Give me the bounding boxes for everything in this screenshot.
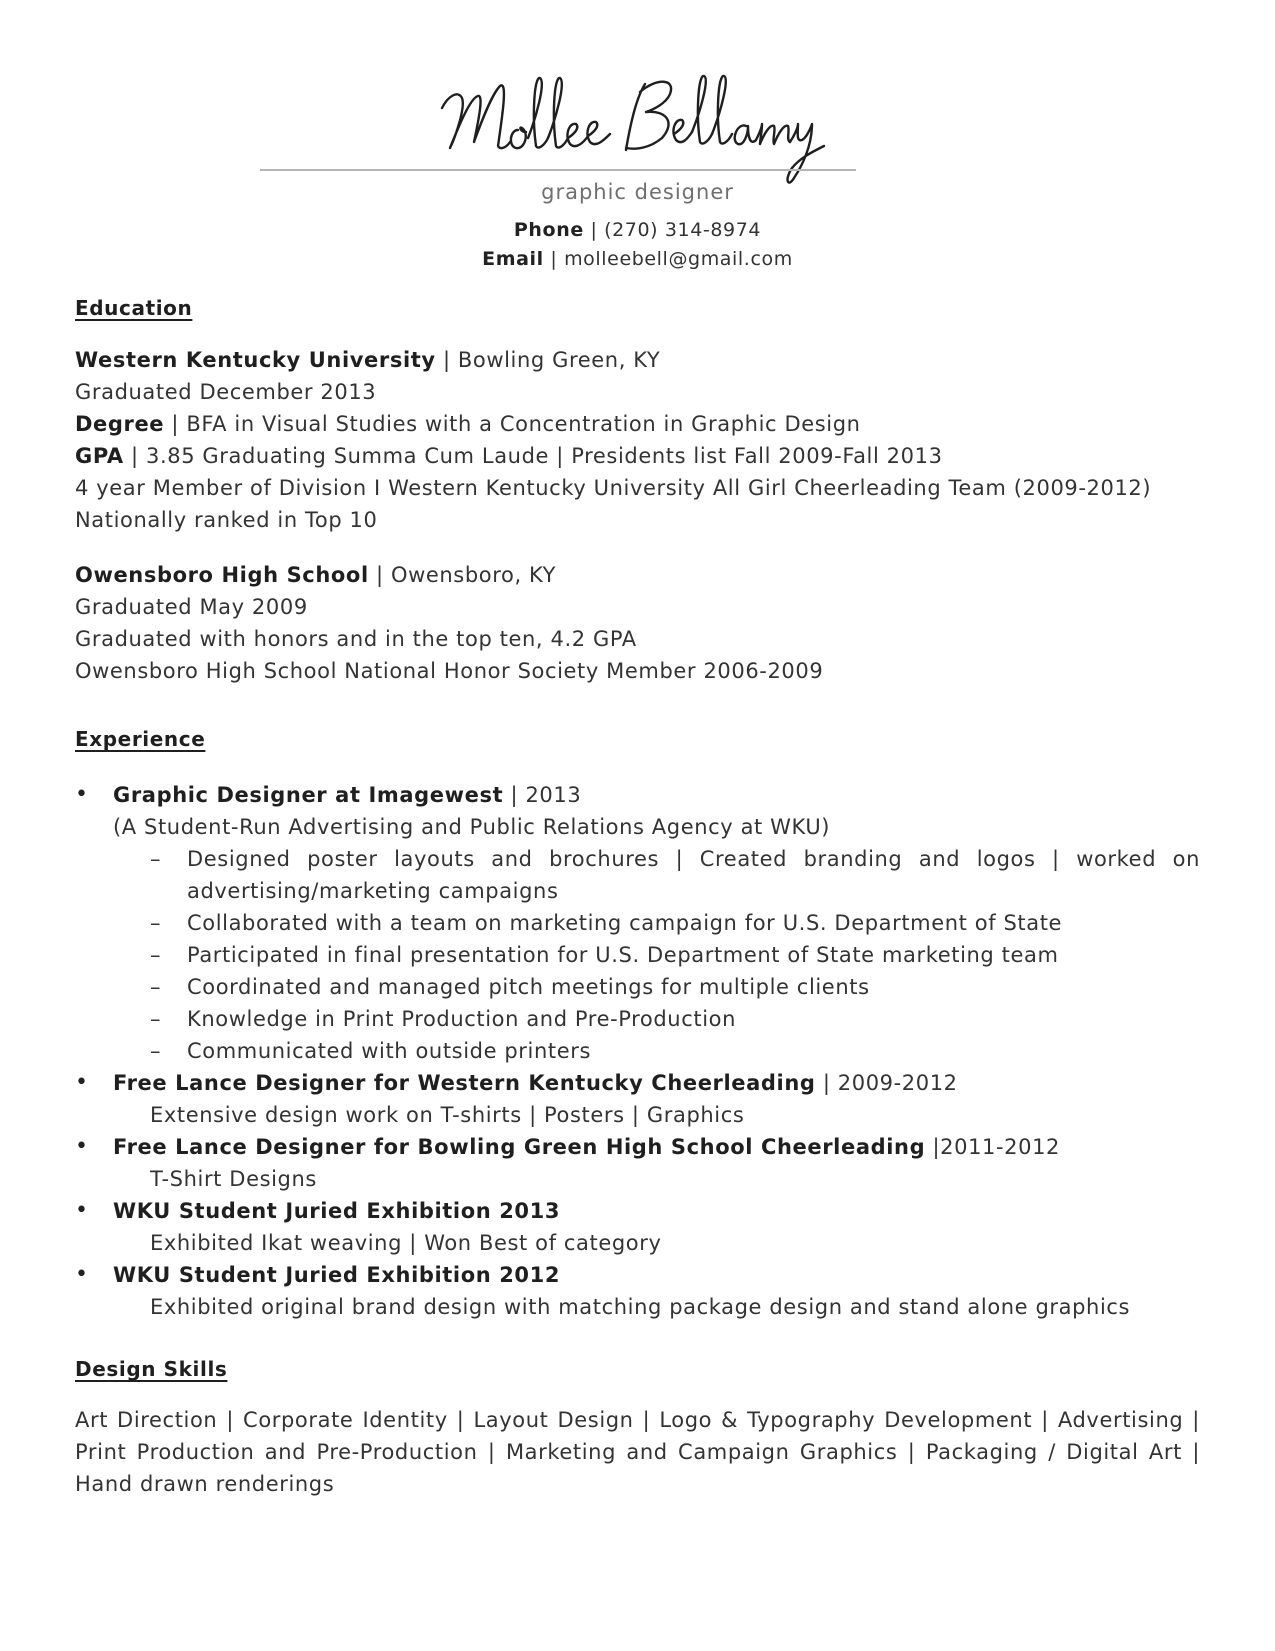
degree-label: Degree	[75, 412, 165, 436]
header-rule	[260, 169, 856, 171]
dash-icon: –	[150, 1039, 162, 1063]
ranked-line: Nationally ranked in Top 10	[75, 508, 378, 532]
phone-line	[0, 219, 1275, 241]
email-line	[0, 248, 1275, 270]
ohs-name: Owensboro High School	[75, 563, 369, 587]
task-text: Communicated with outside printers	[187, 1039, 592, 1063]
email-label: Email	[482, 248, 544, 270]
degree-value: | BFA in Visual Studies with a Concentration in Graphic Design	[164, 412, 861, 436]
dash-icon: –	[150, 847, 162, 871]
task-text: Participated in final presentation for U.S. Department of State marketing team	[187, 943, 1059, 967]
task-item	[75, 843, 1200, 907]
job-title-bghs-cheer: Free Lance Designer for Bowling Green High School Cheerleading	[113, 1135, 926, 1159]
task-text: Coordinated and managed pitch meetings for multiple clients	[187, 975, 870, 999]
job-years: | 2009-2012	[815, 1071, 958, 1095]
ohs-location: | Owensboro, KY	[368, 563, 557, 587]
education-heading: Education	[75, 296, 193, 320]
list-item	[75, 1259, 1200, 1291]
phone-value: | (270) 314-8974	[590, 219, 762, 241]
dash-icon: –	[150, 975, 162, 999]
task-item	[75, 971, 1200, 1003]
cheer-member-line: 4 year Member of Division I Western Kentucky University All Girl Cheerleading Team (2009-2012)	[75, 476, 1152, 500]
job-title-wku-cheer: Free Lance Designer for Western Kentucky Cheerleading	[113, 1071, 816, 1095]
job-title-imagewest: Graphic Designer at Imagewest	[113, 783, 504, 807]
list-item	[75, 779, 1200, 811]
ohs-nhs: Owensboro High School National Honor Society Member 2006-2009	[75, 659, 824, 683]
bullet-icon: •	[75, 1262, 89, 1287]
experience-heading: Experience	[75, 727, 206, 751]
task-item	[75, 939, 1200, 971]
job-detail: Exhibited Ikat weaving | Won Best of category	[150, 1231, 662, 1255]
list-item	[75, 1067, 1200, 1099]
job-detail: Exhibited original brand design with matching package design and stand alone graphics	[150, 1295, 1131, 1319]
email-value: | molleebell@gmail.com	[550, 248, 793, 270]
wku-name: Western Kentucky University	[75, 348, 436, 372]
dash-icon: –	[150, 1007, 162, 1031]
skills-heading: Design Skills	[75, 1357, 228, 1381]
task-text: Collaborated with a team on marketing campaign for U.S. Department of State	[187, 911, 1063, 935]
exhibition-2013-title: WKU Student Juried Exhibition 2013	[113, 1199, 561, 1223]
task-item	[75, 907, 1200, 939]
dash-icon: –	[150, 911, 162, 935]
exhibition-2012-title: WKU Student Juried Exhibition 2012	[113, 1263, 561, 1287]
experience-list	[75, 779, 1200, 1323]
gpa-label: GPA	[75, 444, 124, 468]
ohs-education	[75, 559, 1200, 687]
job-detail: T-Shirt Designs	[150, 1167, 317, 1191]
job-title: graphic designer	[541, 180, 734, 204]
job-years: |2011-2012	[925, 1135, 1061, 1159]
wku-location: | Bowling Green, KY	[435, 348, 661, 372]
imagewest-note: (A Student-Run Advertising and Public Relations Agency at WKU)	[113, 815, 831, 839]
signature-logo	[440, 68, 840, 198]
task-text: Designed poster layouts and brochures | Created branding and logos | worked on advertising/marketing campaigns	[187, 847, 1200, 903]
list-item	[75, 1131, 1200, 1163]
bullet-icon: •	[75, 1070, 89, 1095]
task-text: Knowledge in Print Production and Pre-Production	[187, 1007, 736, 1031]
skills-text: Art Direction | Corporate Identity | Layout Design | Logo & Typography Development | Advertising | Print Production and Pre-Production | Marketing and Campaign Graphics | Packaging / Digital Art | Hand drawn renderings	[75, 1408, 1200, 1496]
list-item	[75, 1195, 1200, 1227]
phone-label: Phone	[513, 219, 584, 241]
bullet-icon: •	[75, 782, 89, 807]
wku-graduated: Graduated December 2013	[75, 380, 377, 404]
wku-education	[75, 344, 1200, 536]
task-item	[75, 1003, 1200, 1035]
gpa-value: | 3.85 Graduating Summa Cum Laude | Presidents list Fall 2009-Fall 2013	[123, 444, 943, 468]
wku-line	[75, 344, 1200, 376]
ohs-line	[75, 559, 1200, 591]
bullet-icon: •	[75, 1198, 89, 1223]
gpa-line	[75, 440, 1200, 472]
job-detail: Extensive design work on T-shirts | Posters | Graphics	[150, 1103, 745, 1127]
job-years: | 2013	[503, 783, 582, 807]
bullet-icon: •	[75, 1134, 89, 1159]
ohs-honors: Graduated with honors and in the top ten, 4.2 GPA	[75, 627, 637, 651]
task-item	[75, 1035, 1200, 1067]
degree-line	[75, 408, 1200, 440]
dash-icon: –	[150, 943, 162, 967]
ohs-graduated: Graduated May 2009	[75, 595, 308, 619]
